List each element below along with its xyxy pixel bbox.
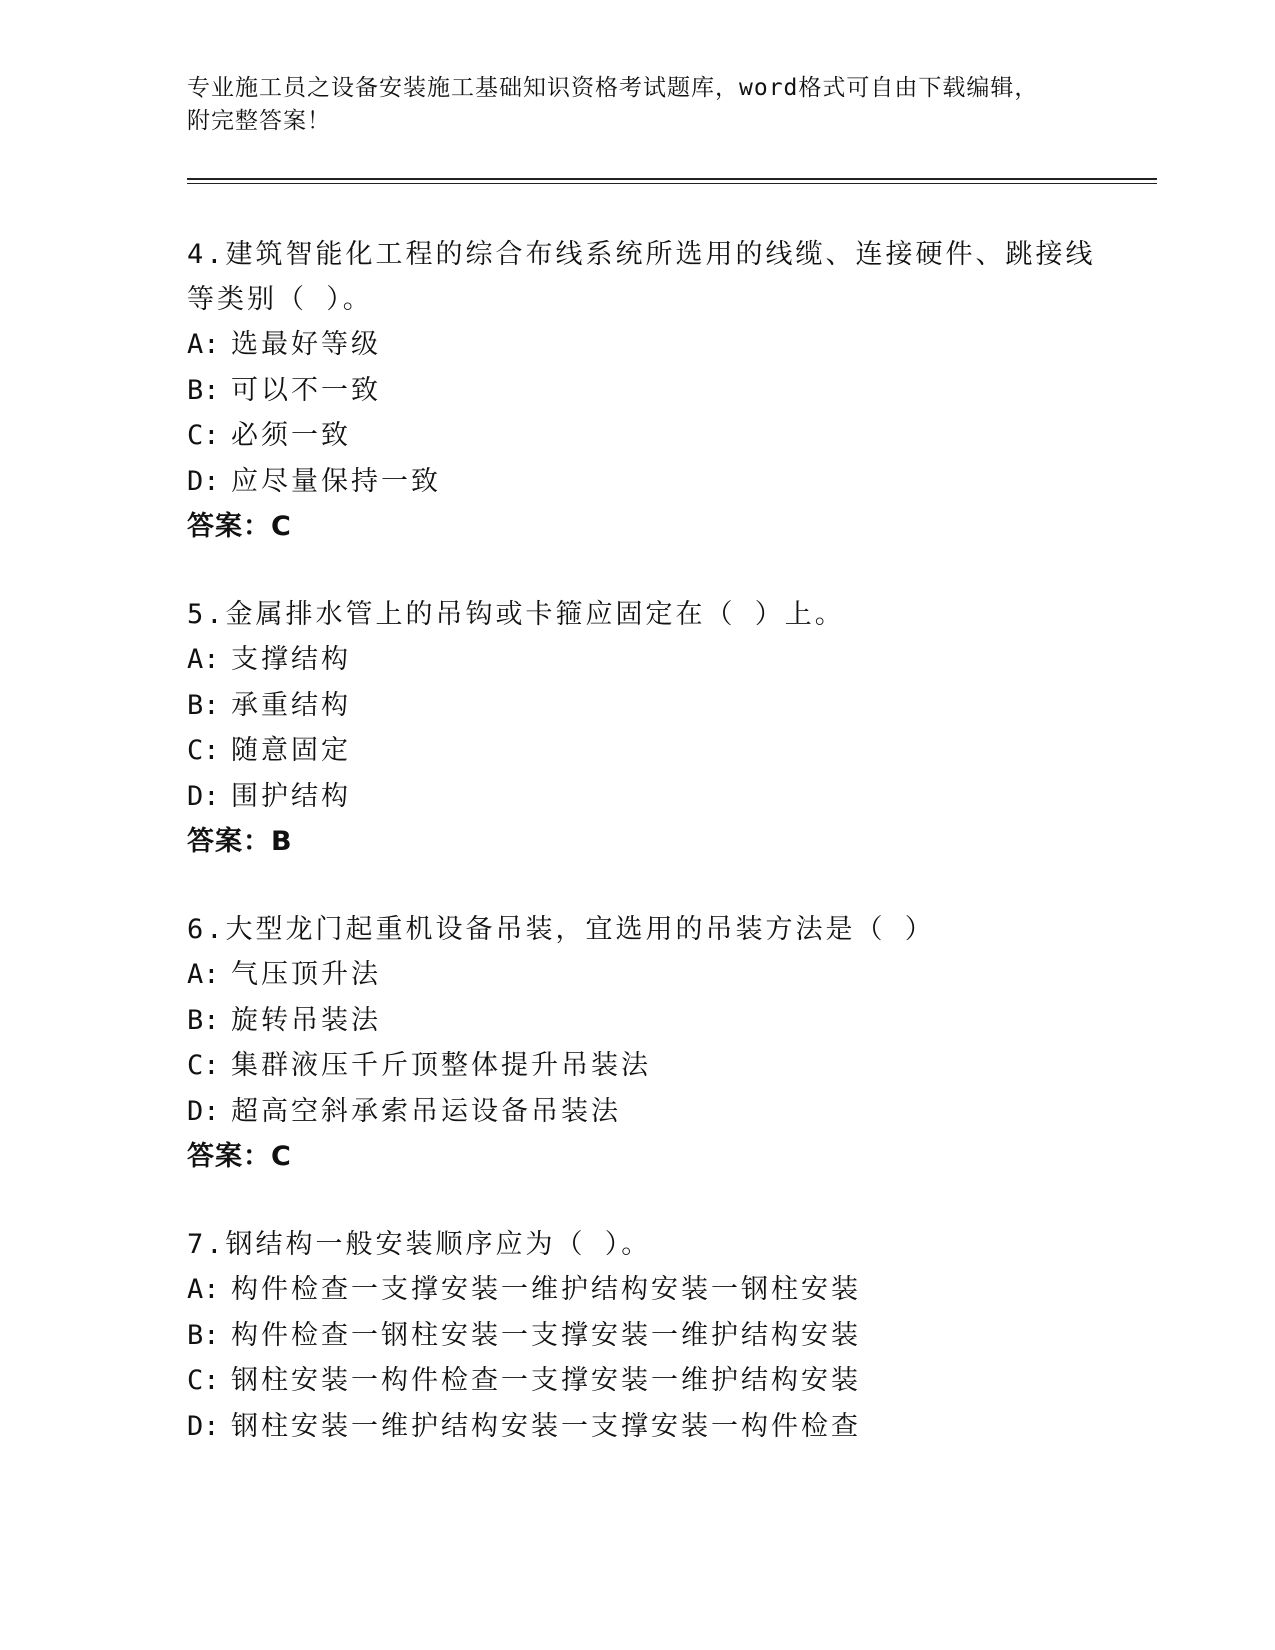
question-stem-line-1: 5.金属排水管上的吊钩或卡箍应固定在（ ）上。 (187, 599, 845, 630)
option-text: 构件检查一钢柱安装一支撑安装一维护结构安装 (231, 1319, 861, 1351)
option-key: B: (187, 1319, 220, 1351)
option-key: C: (187, 1365, 220, 1396)
option-key: A: (187, 644, 220, 675)
question-stem-line-1: 4.建筑智能化工程的综合布线系统所选用的线缆、连接硬件、跳接线 (187, 239, 1096, 270)
header-line-1: 专业施工员之设备安装施工基础知识资格考试题库，word格式可自由下载编辑， (187, 75, 1039, 101)
option-text: 构件检查一支撑安装一维护结构安装一钢柱安装 (231, 1274, 861, 1305)
option-d (187, 1089, 1147, 1135)
option-text: 应尽量保持一致 (231, 465, 441, 497)
answer-label: 答案：B (187, 826, 293, 857)
option-text: 选最好等级 (231, 329, 381, 360)
option-text: 承重结构 (231, 689, 351, 721)
question-4 (187, 232, 1147, 550)
option-a (187, 1267, 1147, 1313)
option-a (187, 952, 1147, 998)
answer-label: 答案：C (187, 1141, 292, 1172)
option-c (187, 1043, 1147, 1089)
question-7 (187, 1222, 1147, 1449)
option-b (187, 368, 1147, 414)
option-key: D: (187, 780, 220, 812)
option-text: 围护结构 (231, 780, 351, 812)
question-stem (187, 1222, 1147, 1267)
option-d (187, 1404, 1147, 1450)
question-stem (187, 232, 1147, 322)
option-key: D: (187, 465, 220, 497)
option-text: 随意固定 (231, 735, 351, 766)
question-stem-line-1: 6.大型龙门起重机设备吊装，宜选用的吊装方法是（ ） (187, 914, 935, 945)
option-key: A: (187, 329, 220, 360)
option-key: C: (187, 1050, 220, 1081)
option-b (187, 683, 1147, 729)
question-list (187, 232, 1147, 1491)
question-stem-line-1: 7.钢结构一般安装顺序应为（ ）。 (187, 1229, 652, 1260)
option-key: C: (187, 420, 220, 451)
question-stem-line-2: 等类别（ ）。 (187, 284, 373, 315)
option-key: A: (187, 959, 220, 990)
option-key: B: (187, 689, 220, 721)
question-5 (187, 592, 1147, 865)
option-a (187, 322, 1147, 368)
option-b (187, 998, 1147, 1044)
question-6 (187, 907, 1147, 1180)
option-key: C: (187, 735, 220, 766)
header-divider-thin (187, 183, 1157, 184)
option-d (187, 774, 1147, 820)
question-stem (187, 907, 1147, 952)
option-key: D: (187, 1095, 220, 1127)
option-text: 钢柱安装一维护结构安装一支撑安装一构件检查 (231, 1410, 861, 1442)
option-c (187, 1358, 1147, 1404)
option-text: 支撑结构 (231, 644, 351, 675)
option-c (187, 728, 1147, 774)
option-a (187, 637, 1147, 683)
answer-label: 答案：C (187, 511, 292, 542)
option-c (187, 413, 1147, 459)
option-text: 旋转吊装法 (231, 1004, 381, 1036)
option-b (187, 1313, 1147, 1359)
option-key: B: (187, 1004, 220, 1036)
option-text: 钢柱安装一构件检查一支撑安装一维护结构安装 (231, 1365, 861, 1396)
header-divider-thick (187, 178, 1157, 180)
question-stem (187, 592, 1147, 637)
option-text: 集群液压千斤顶整体提升吊装法 (231, 1050, 651, 1081)
option-text: 必须一致 (231, 420, 351, 451)
option-text: 超高空斜承索吊运设备吊装法 (231, 1095, 621, 1127)
option-key: A: (187, 1274, 220, 1305)
option-key: D: (187, 1410, 220, 1442)
option-key: B: (187, 374, 220, 406)
option-text: 可以不一致 (231, 374, 381, 406)
option-text: 气压顶升法 (231, 959, 381, 990)
header-line-2: 附完整答案！ (187, 108, 331, 134)
document-header (187, 72, 1087, 138)
option-d (187, 459, 1147, 505)
